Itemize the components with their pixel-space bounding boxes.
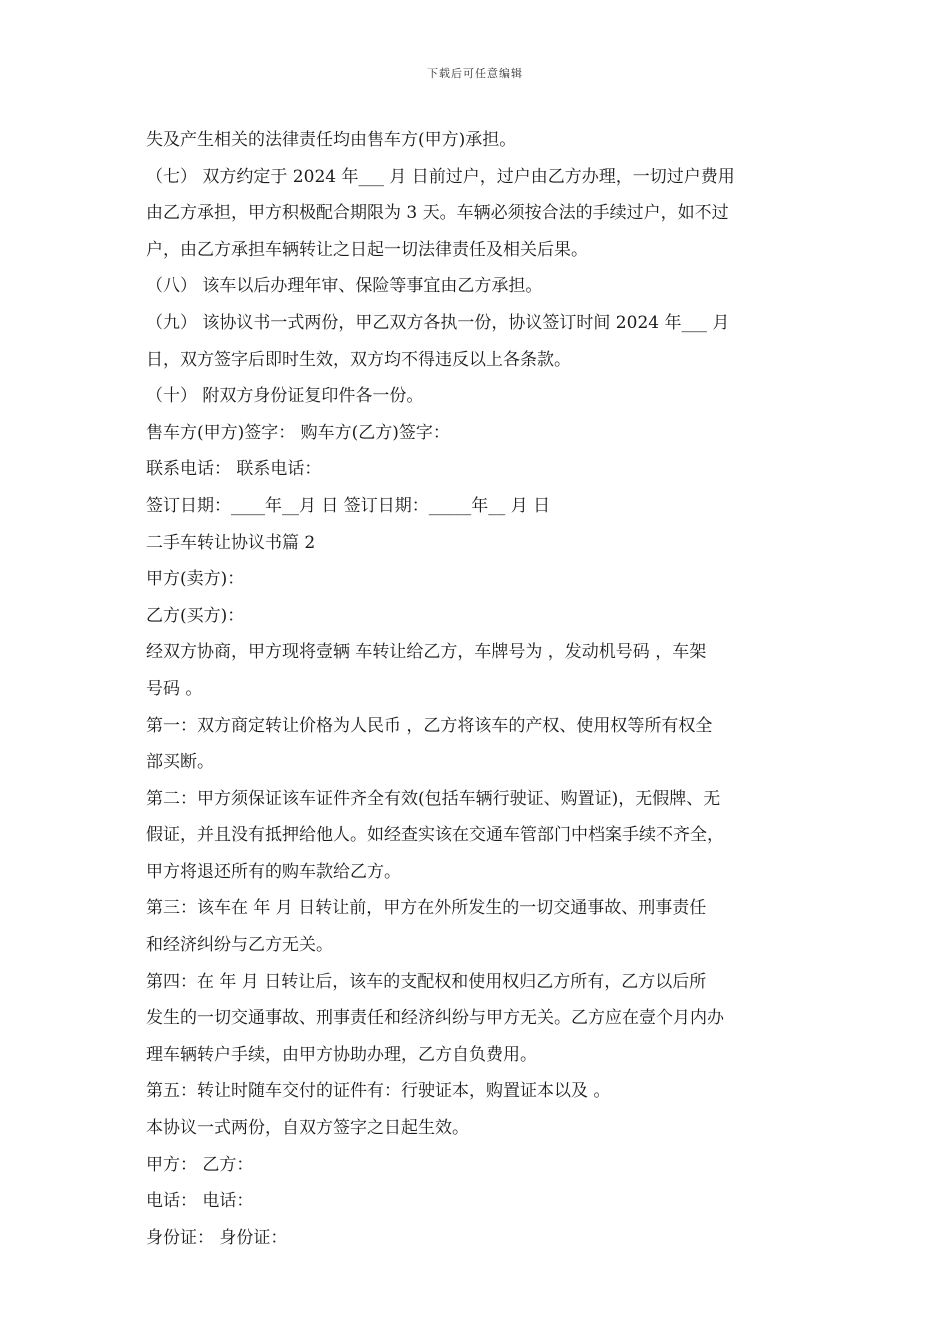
text-line: 号码 。 — [146, 678, 203, 699]
text-line: （九） 该协议书一式两份，甲乙双方各执一份，协议签订时间 2024 年___ 月 — [146, 312, 730, 333]
text-line: 失及产生相关的法律责任均由售车方(甲方)承担。 — [146, 130, 517, 150]
document-body — [146, 122, 810, 1256]
sign-date-line: 签订日期：____年__月 日 签订日期：_____年__ 月 日 — [146, 495, 551, 516]
text-line: 理车辆转户手续，由甲方协助办理，乙方自负费用。 — [146, 1044, 537, 1065]
page-header-note: 下载后可任意编辑 — [427, 67, 523, 80]
text-line: 日，双方签字后即时生效，双方均不得违反以上各条款。 — [146, 349, 571, 370]
text-line: 第二：甲方须保证该车证件齐全有效(包括车辆行驶证、购置证)，无假牌、无 — [146, 788, 721, 809]
text-line: 部买断。 — [146, 752, 214, 773]
id-card-line: 身份证： 身份证： — [146, 1227, 288, 1248]
party-names-line: 甲方： 乙方： — [146, 1154, 254, 1175]
section-title: 二手车转让协议书篇 2 — [146, 532, 316, 553]
text-line: 第一：双方商定转让价格为人民币 ，乙方将该车的产权、使用权等所有权全 — [146, 715, 713, 736]
text-line: （七） 双方约定于 2024 年___ 月 日前过户，过户由乙方办理，一切过户费用 — [146, 166, 735, 187]
text-line: 经双方协商，甲方现将壹辆 车转让给乙方，车牌号为 ，发动机号码 ，车架 — [146, 642, 707, 663]
signature-line: 售车方(甲方)签字： 购车方(乙方)签字： — [146, 422, 450, 443]
text-line: （十） 附双方身份证复印件各一份。 — [146, 386, 424, 407]
text-line: 甲方将退还所有的购车款给乙方。 — [146, 861, 401, 882]
text-line: 第四：在 年 月 日转让后，该车的支配权和使用权归乙方所有，乙方以后所 — [146, 971, 707, 992]
phone-line: 联系电话： 联系电话： — [146, 459, 322, 480]
text-line: 第三：该车在 年 月 日转让前，甲方在外所发生的一切交通事故、刑事责任 — [146, 898, 707, 919]
party-a-line: 甲方(卖方)： — [146, 569, 245, 590]
party-b-line: 乙方(买方)： — [146, 605, 245, 626]
text-line: 第五：转让时随车交付的证件有：行驶证本，购置证本以及 。 — [146, 1081, 611, 1102]
text-line: 户，由乙方承担车辆转让之日起一切法律责任及相关后果。 — [146, 239, 588, 260]
phone-line: 电话： 电话： — [146, 1191, 254, 1212]
text-line: 由乙方承担，甲方积极配合期限为 3 天。车辆必须按合法的手续过户，如不过 — [146, 203, 729, 224]
text-line: 发生的一切交通事故、刑事责任和经济纠纷与甲方无关。乙方应在壹个月内办 — [146, 1008, 724, 1029]
text-line: （八） 该车以后办理年审、保险等事宜由乙方承担。 — [146, 276, 543, 297]
text-line: 本协议一式两份，自双方签字之日起生效。 — [146, 1118, 469, 1139]
text-line: 假证，并且没有抵押给他人。如经查实该在交通车管部门中档案手续不齐全， — [146, 825, 724, 846]
text-line: 和经济纠纷与乙方无关。 — [146, 935, 333, 956]
